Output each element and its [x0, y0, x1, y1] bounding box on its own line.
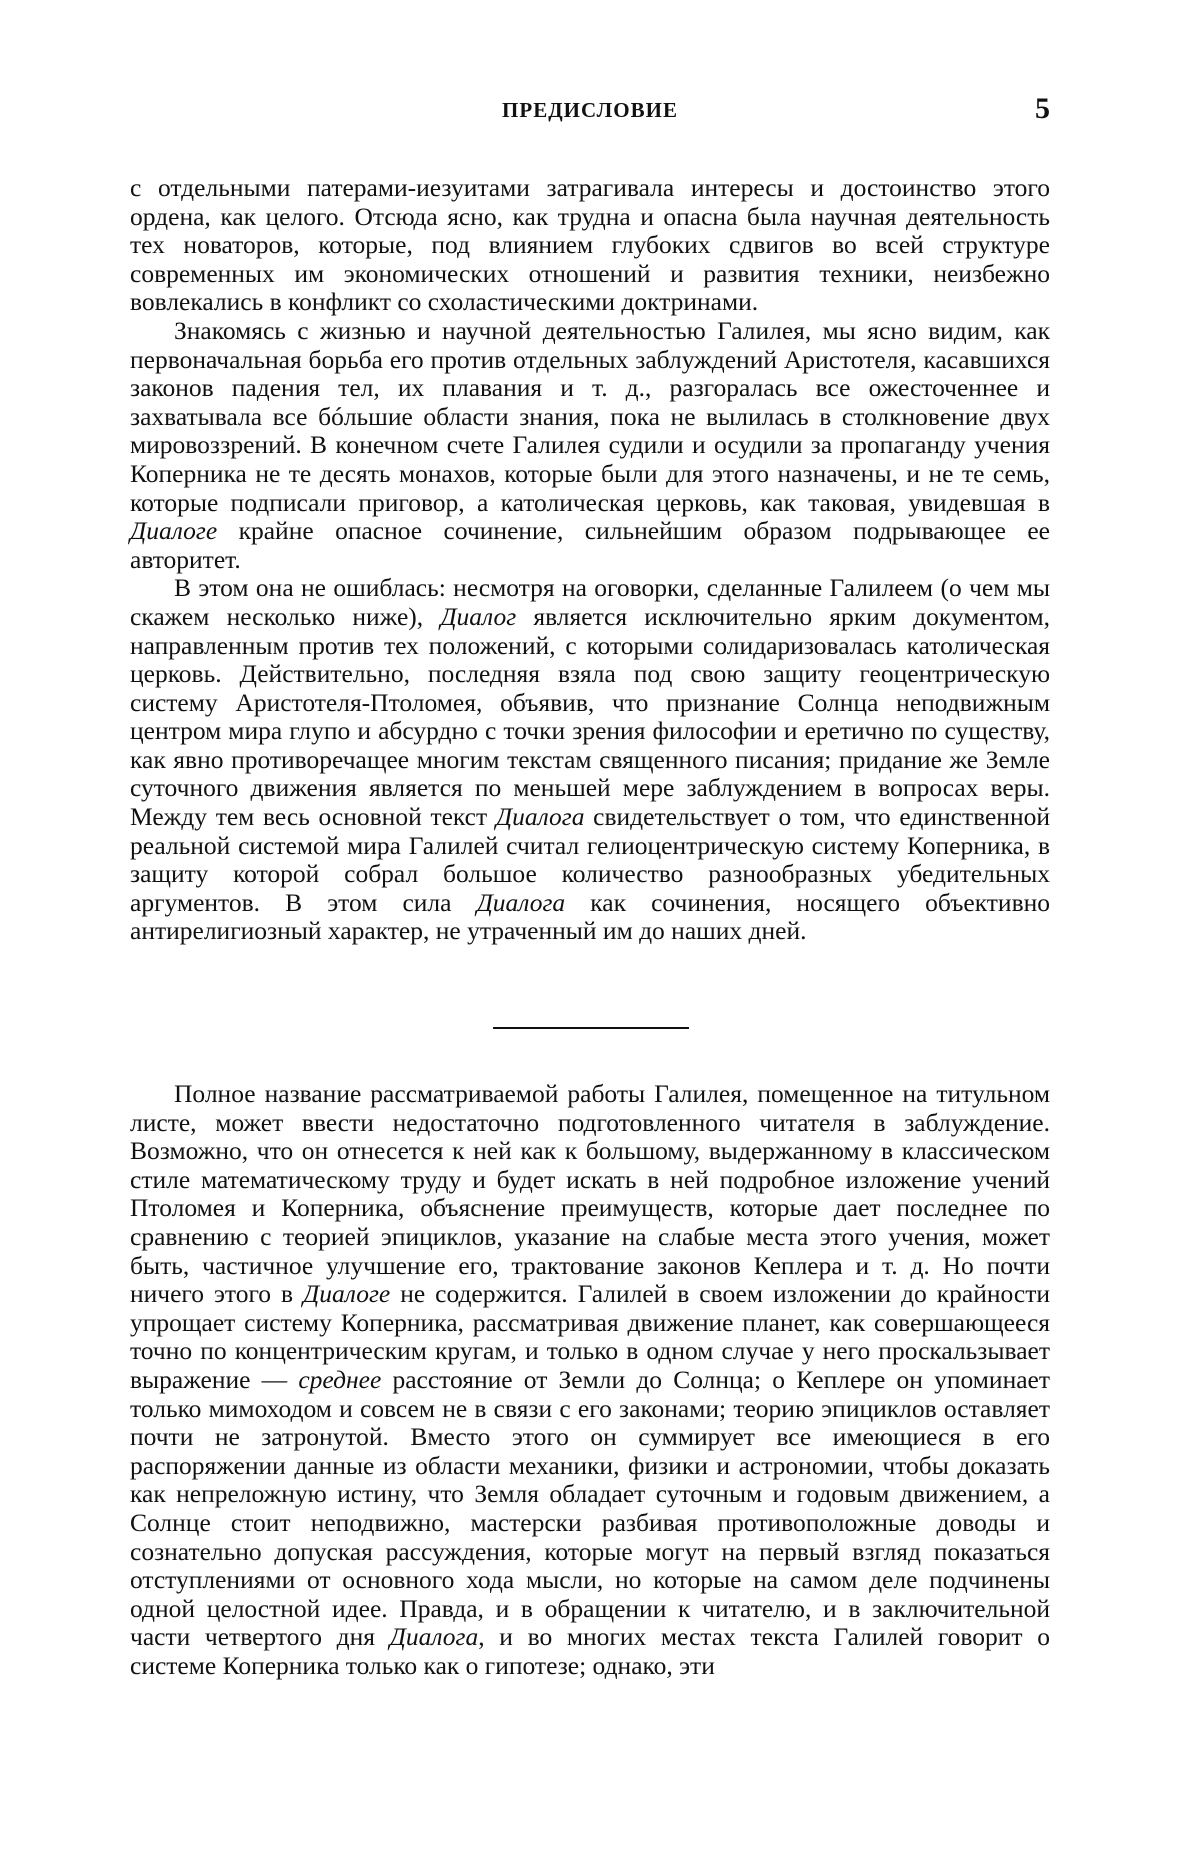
- section-divider: [493, 1027, 689, 1029]
- paragraph-text: В этом она не ошиблась: несмотря на оговорки, сделанные Галилеем (о чем мы скажем несколько ниже),: [130, 573, 1050, 631]
- paragraph-text: расстояние от Земли до Солнца; о Кеплере он упоминает только мимоходом и совсем не в связи с его законами; теорию эпициклов оставляет почти не затронутой. Вместо этого он суммирует все имеющиеся в его распоряжении данные из области механики, физики и астрономии, чтобы доказать как непреложную истину, что Земля обладает суточным и годовым движением, а Солнце стоит неподвижно, мастерски разбивая противоположные доводы и сознательно допуская рассуждения, которые могут на первый взгляд показаться отступлениями от основного хода мысли, но которые на самом деле подчинены одной целостной идее. Правда, и в обращении к читателю, и в заключительной части четвертого дня: [130, 1364, 1050, 1652]
- paragraph-text: не содержится. Галилей в своем изложении до крайности упрощает систему Коперника, рассматривая движение планет, как совершающееся точно по концентрическим кругам, и только в одном случае у него проскальзывает выражение —: [130, 1279, 1050, 1394]
- paragraph-text: с отдельными патерами-иезуитами затрагивала интересы и достоинство этого ордена, как целого. Отсюда ясно, как трудна и опасна была научная деятельность тех новаторов, которые, под влиянием глубоких сдвигов во всей структуре современных им экономических отношений и развития техники, неизбежно вовлекались в конфликт со схоластическими доктринами.: [130, 173, 1050, 317]
- text-section-1: [130, 174, 1050, 946]
- running-title: ПРЕДИСЛОВИЕ: [502, 98, 678, 122]
- italic-title: Диалоге: [303, 1279, 391, 1309]
- italic-word: среднее: [298, 1364, 382, 1394]
- paragraph-1: [130, 174, 1050, 317]
- italic-title: Диалога: [476, 887, 566, 917]
- paragraph-text: как сочинения, носящего объективно антирелигиозный характер, не утраченный им до наших дней.: [130, 887, 1051, 946]
- paragraph-text: свидетельствует о том, что единственной реальной системой мира Галилей считал гелиоцентрическую систему Коперника, в защиту которой собрал большое количество разнообразных убедительных аргументов. В этом сила: [130, 802, 1050, 917]
- italic-title: Диалога: [495, 802, 585, 832]
- paragraph-text: Полное название рассматриваемой работы Галилея, помещенное на титульном листе, может ввести недостаточно подготовленного читателя в заблуждение. Возможно, что он отнесется к ней как к большому, выдержанному в классическом стиле математическому труду и будет искать в ней подробное изложение учений Птоломея и Коперника, объяснение преимуществ, которые дает последнее по сравнению с теорией эпициклов, указание на слабые места этого учения, может быть, частичное улучшение его, трактование законов Кеплера и т. д. Но почти ничего этого в: [130, 1079, 1050, 1309]
- paragraph-4: [130, 1080, 1050, 1680]
- paragraph-3: [130, 574, 1050, 946]
- italic-title: Диалоге: [130, 516, 218, 546]
- paragraph-text: , и во многих местах текста Галилей говорит о системе Коперника только как о гипотезе; однако, эти: [130, 1622, 1050, 1680]
- paragraph-text: является исключительно ярким документом, направленным против тех положений, с которыми солидаризовалась католическая церковь. Действительно, последняя взяла под свою защиту геоцентрическую систему Аристотеля-Птоломея, объявив, что признание Солнца неподвижным центром мира глупо и абсурдно с точки зрения философии и еретично по существу, как явно противоречащее многим текстам священного писания; придание же Земле суточного движения является по меньшей мере заблуждением в вопросах веры. Между тем весь основной текст: [130, 601, 1050, 832]
- paragraph-text: Знакомясь с жизнью и научной деятельностью Галилея, мы ясно видим, как первоначальная борьба его против отдельных заблуждений Аристотеля, касавшихся законов падения тел, их плавания и т. д., разгоралась все ожесточеннее и захватывала все бóльшие области знания, пока не вылилась в столкновение двух мировоззрений. В конечном счете Галилея судили и осудили за пропаганду учения Коперника не те десять монахов, которые были для этого назначены, и не те семь, которые подписали приговор, а католическая церковь, как таковая, увидевшая в: [130, 315, 1050, 517]
- page-number: 5: [1035, 92, 1050, 125]
- italic-title: Диалог: [440, 601, 517, 631]
- text-section-2: [130, 1080, 1050, 1680]
- italic-title: Диалога: [389, 1622, 479, 1652]
- running-head: [130, 92, 1050, 134]
- paragraph-2: [130, 317, 1050, 574]
- paragraph-text: крайне опасное сочинение, сильнейшим образом подрывающее ее авторитет.: [130, 516, 1050, 574]
